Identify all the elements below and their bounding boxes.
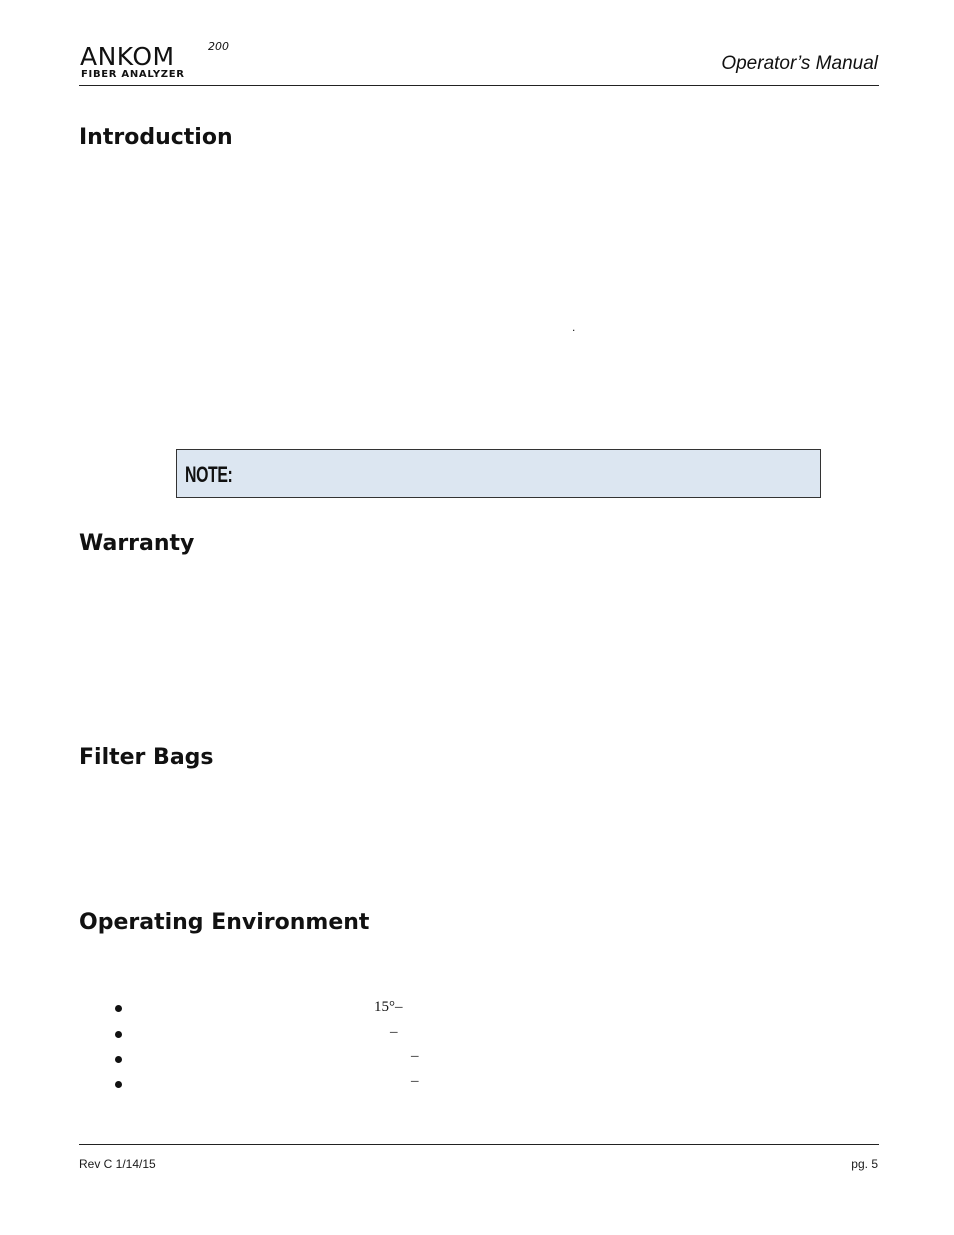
note-label: NOTE:	[185, 462, 233, 487]
revision-label: Rev C 1/14/15	[79, 1157, 156, 1171]
manual-title: Operator’s Manual	[721, 53, 878, 74]
env-item-fragment: –	[390, 1024, 398, 1040]
logo-subtitle: FIBER ANALYZER	[81, 69, 185, 80]
page-number: pg. 5	[851, 1157, 878, 1171]
heading-introduction: Introduction	[79, 125, 233, 150]
header-divider	[79, 85, 879, 86]
bullet-marker	[113, 1054, 123, 1064]
footer-divider	[79, 1144, 879, 1145]
heading-warranty: Warranty	[79, 531, 195, 556]
bullet-marker	[113, 1079, 123, 1089]
logo-wordmark: ANKOM	[80, 42, 175, 71]
ankom-logo	[80, 40, 240, 82]
note-box	[176, 449, 821, 498]
env-item-fragment: –	[411, 1048, 419, 1064]
stray-period: .	[572, 320, 576, 334]
heading-operating-environment: Operating Environment	[79, 910, 370, 935]
bullet-marker	[113, 1003, 123, 1013]
env-item-fragment: –	[411, 1073, 419, 1089]
env-item-fragment: 15°–	[374, 999, 403, 1015]
heading-filter-bags: Filter Bags	[79, 745, 214, 770]
logo-model-number: 200	[208, 40, 229, 53]
bullet-marker	[113, 1029, 123, 1039]
